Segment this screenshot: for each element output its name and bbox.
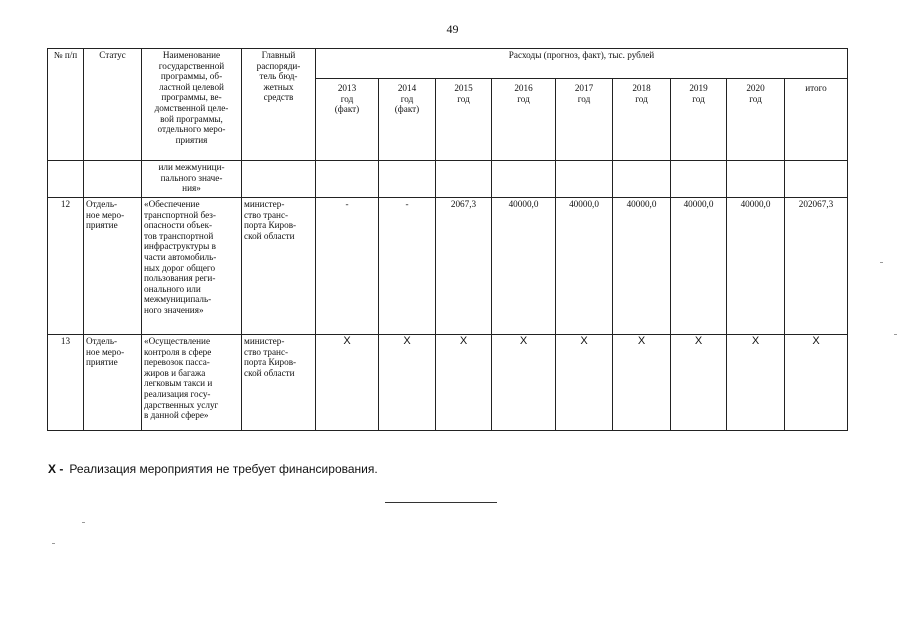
year-header-line: 2016	[514, 83, 533, 93]
row-name-line: части автомобиль-	[144, 251, 217, 262]
header-admin	[242, 49, 316, 161]
year-header-line: 2018	[632, 83, 651, 93]
row-name-line: дарственных услуг	[144, 399, 219, 410]
row-admin-line: министер-	[244, 199, 285, 209]
row-name-line: ных дорог общего	[144, 262, 216, 273]
year-header-line: 2015	[454, 83, 473, 93]
row-name-line: инфраструктуры в	[144, 241, 216, 252]
header-admin-line: средств	[263, 92, 294, 103]
header-admin-line: жетных	[263, 81, 294, 92]
row-admin-line: порта Киров-	[244, 357, 297, 368]
row-name-line: опасности объек-	[144, 220, 213, 231]
scan-speck	[894, 334, 897, 335]
year-header-line: 2019	[689, 83, 708, 93]
header-name-line: вой программы,	[160, 113, 223, 124]
year-value: X	[727, 335, 785, 431]
table-row	[48, 335, 848, 431]
year-value: 40000,0	[671, 198, 727, 335]
year-header-line: 2020	[746, 83, 765, 93]
row-status-line: приятие	[86, 357, 118, 368]
year-header-line: (факт)	[334, 104, 360, 115]
year-header-line: 2013	[337, 83, 357, 93]
year-header-line: 2017	[574, 83, 594, 93]
year-value: X	[671, 335, 727, 431]
year-value: 40000,0	[613, 198, 671, 335]
row-name-line: ного значения»	[144, 304, 204, 315]
year-value: -	[316, 198, 379, 335]
continuation-text	[142, 161, 242, 198]
header-admin-line: тель бюд-	[259, 71, 298, 82]
header-name-line: отдельного меро-	[157, 124, 226, 135]
year-value: -	[379, 198, 436, 335]
row-admin-line: ской области	[244, 367, 295, 378]
row-admin-line: ство транс-	[244, 346, 289, 357]
row-number: 12	[48, 198, 84, 335]
row-name-line: в данной сфере»	[144, 410, 209, 421]
header-admin-line: распоряди-	[256, 60, 301, 71]
year-header-line: год	[340, 93, 354, 104]
header-name	[142, 49, 242, 161]
row-admin-line: порта Киров-	[244, 220, 297, 231]
header-name-line: домственной целе-	[154, 102, 229, 113]
row-status-line: Отдель-	[86, 336, 118, 346]
row-name-line: тов транспортной	[144, 230, 214, 241]
year-value: X	[556, 335, 613, 431]
footnote-text: Реализация мероприятия не требует финансирования.	[69, 462, 378, 476]
row-name-line: реализация госу-	[144, 388, 211, 399]
header-name-line: приятия	[175, 134, 208, 145]
year-value: 40000,0	[492, 198, 556, 335]
scan-speck	[880, 262, 883, 263]
header-status: Статус	[84, 49, 142, 161]
year-header-line: год	[577, 93, 591, 104]
year-header	[671, 79, 727, 161]
footnote	[48, 462, 378, 476]
row-status-line: Отдель-	[86, 199, 118, 209]
row-admin	[242, 198, 316, 335]
continuation-line: ния»	[182, 183, 201, 194]
row-name-line: жиров и багажа	[144, 367, 206, 378]
row-admin-line: ской области	[244, 230, 295, 241]
row-number: 13	[48, 335, 84, 431]
row-name-line: легковым такси и	[144, 378, 213, 389]
header-name-line: ластной целевой	[159, 81, 224, 92]
header-admin-line: Главный	[261, 50, 296, 60]
row-name-line: «Осуществление	[144, 336, 211, 346]
year-value: X	[316, 335, 379, 431]
year-header	[379, 79, 436, 161]
year-value: 40000,0	[556, 198, 613, 335]
row-name-line: «Обеспечение	[144, 199, 200, 209]
year-header-line: год	[749, 93, 762, 104]
row-name-line: межмуниципаль-	[144, 294, 212, 305]
continuation-line: пального значе-	[160, 172, 223, 183]
header-name-line: программы, об-	[160, 71, 223, 82]
header-name-line: Наименование	[162, 50, 221, 60]
separator-line	[385, 502, 497, 503]
header-name-line: государственной	[158, 60, 225, 71]
row-status-line: приятие	[86, 220, 118, 231]
row-name-line: онального или	[144, 283, 201, 294]
row-name	[142, 335, 242, 431]
year-header-line: год	[517, 93, 530, 104]
expenses-table	[47, 48, 848, 431]
year-header-line: 2014	[397, 83, 417, 93]
year-header	[727, 79, 785, 161]
year-header-line: год	[457, 93, 470, 104]
year-header-line: (факт)	[394, 104, 420, 115]
table-row	[48, 198, 848, 335]
row-admin-line: ство транс-	[244, 209, 289, 220]
total-header: итого	[785, 79, 848, 161]
year-header	[436, 79, 492, 161]
year-value: X	[436, 335, 492, 431]
row-name-line: пользования реги-	[144, 273, 216, 284]
row-status	[84, 198, 142, 335]
row-total: X	[785, 335, 848, 431]
header-name-line: программы, ве-	[161, 92, 222, 103]
year-value: X	[613, 335, 671, 431]
header-expenses: Расходы (прогноз, факт), тыс. рублей	[316, 49, 848, 79]
scan-speck	[82, 522, 85, 523]
page-number: 49	[446, 22, 459, 36]
year-header-line: год	[692, 93, 705, 104]
continuation-line: или межмуници-	[158, 162, 225, 172]
year-value: X	[379, 335, 436, 431]
row-name	[142, 198, 242, 335]
year-value: X	[492, 335, 556, 431]
row-name-line: перевозок пасса-	[144, 357, 210, 368]
row-status-line: ное меро-	[86, 209, 125, 220]
year-value: 2067,3	[436, 198, 492, 335]
year-value: 40000,0	[727, 198, 785, 335]
year-header	[613, 79, 671, 161]
year-header-line: год	[400, 93, 414, 104]
footnote-mark: X -	[48, 462, 64, 476]
header-num: № п/п	[48, 49, 84, 161]
year-header-line: год	[635, 93, 648, 104]
row-admin-line: министер-	[244, 336, 285, 346]
year-header	[556, 79, 613, 161]
year-header	[492, 79, 556, 161]
row-status	[84, 335, 142, 431]
row-admin	[242, 335, 316, 431]
row-name-line: транспортной без-	[144, 209, 216, 220]
scan-speck	[52, 543, 55, 544]
row-name-line: контроля в сфере	[144, 346, 212, 357]
row-status-line: ное меро-	[86, 346, 125, 357]
year-header	[316, 79, 379, 161]
row-total: 202067,3	[785, 198, 848, 335]
